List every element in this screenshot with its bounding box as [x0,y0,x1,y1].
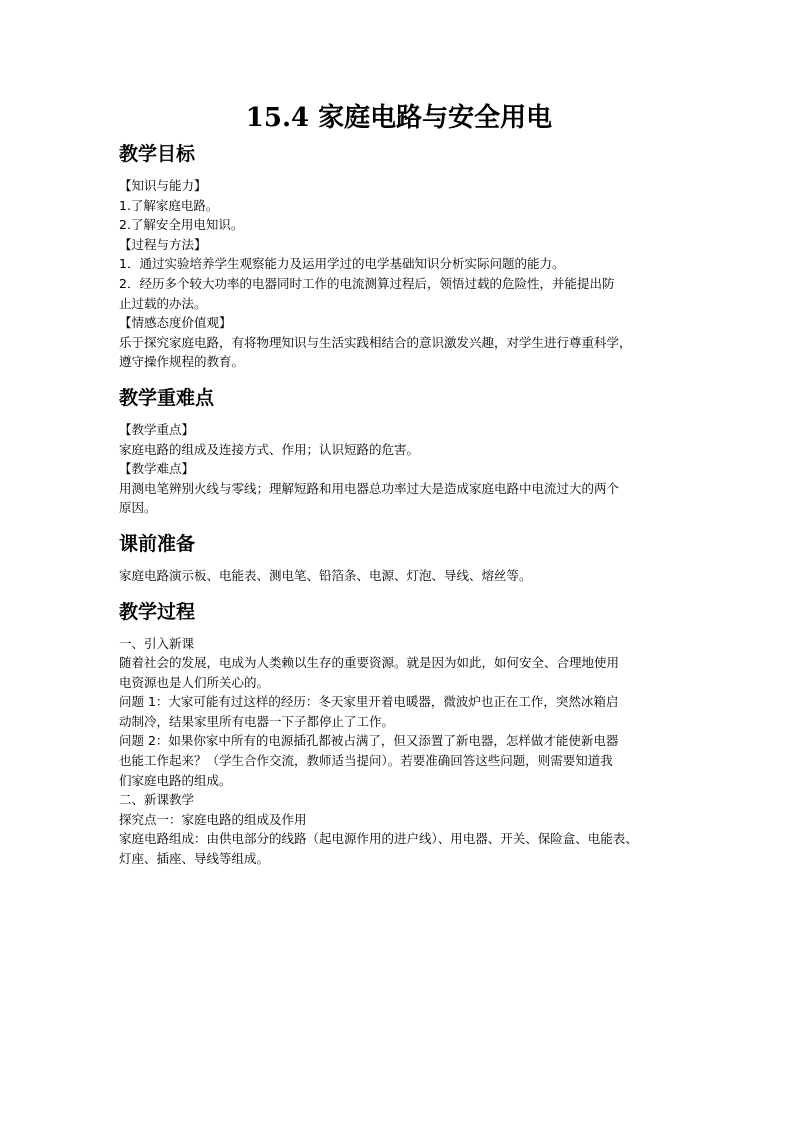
process-line: 问题 1：大家可能有过这样的经历：冬天家里开着电暖器，微波炉也正在工作，突然冰箱启 [119,694,619,710]
document-title: 15.4 家庭电路与安全用电 [245,103,553,133]
process-line: 也能工作起来？（学生合作交流，教师适当提问）。若要准确回答这些问题，则需要知道我 [119,753,613,769]
objectives-line: 止过载的办法。 [119,295,207,311]
section-heading-preparation: 课前准备 [119,532,196,555]
section-key-points [119,384,679,518]
process-line: 二、新课教学 [119,792,195,808]
key-points-line: 【教学难点】 [119,461,195,477]
process-line: 电资源也是人们所关心的。 [119,674,270,690]
preparation-line: 家庭电路演示板、电能表、测电笔、铅箔条、电源、灯泡、导线、熔丝等。 [119,567,532,583]
section-objectives [119,140,679,372]
key-points-line: 家庭电路的组成及连接方式、作用；认识短路的危害。 [119,441,420,457]
section-heading-key-points: 教学重难点 [119,386,215,409]
section-heading-process: 教学过程 [119,600,196,623]
process-line: 问题 2：如果你家中所有的电源插孔都被占满了，但又添置了新电器，怎样做才能使新电器 [119,733,619,749]
objectives-line: 【情感态度价值观】 [119,315,232,331]
process-line: 家庭电路组成：由供电部分的线路（起电源作用的进户线）、用电器、开关、保险盒、电能表、 [119,831,638,847]
objectives-line: 【过程与方法】 [119,236,207,252]
key-points-line: 用测电笔辨别火线与零线；理解短路和用电器总功率过大是造成家庭电路中电流过大的两个 [119,480,620,496]
section-process [119,598,679,869]
process-line: 随着社会的发展，电成为人类赖以生存的重要资源。就是因为如此，如何安全、合理地使用 [119,655,620,671]
process-line: 们家庭电路的组成。 [119,772,232,788]
objectives-line: 1.了解家庭电路。 [119,197,219,213]
section-preparation [119,530,679,586]
document-content [119,96,679,869]
section-heading-objectives: 教学目标 [119,143,196,165]
process-line: 探究点一：家庭电路的组成及作用 [119,811,307,827]
objectives-line: 遵守操作规程的教育。 [119,354,245,370]
process-line: 动制冷，结果家里所有电器一下子都停止了工作。 [119,713,395,729]
objectives-line: 乐于探究家庭电路，有将物理知识与生活实践相结合的意识激发兴趣，对学生进行尊重科学， [119,334,632,350]
objectives-line: 2.了解安全用电知识。 [119,217,244,233]
process-line: 一、引入新课 [119,635,195,651]
objectives-line: 2．经历多个较大功率的电器同时工作的电流测算过程后，领悟过载的危险性，并能提出防 [119,275,615,291]
objectives-line: 1．通过实验培养学生观察能力及运用学过的电学基础知识分析实际问题的能力。 [119,256,565,272]
key-points-line: 原因。 [119,500,157,516]
objectives-line: 【知识与能力】 [119,178,207,193]
key-points-line: 【教学重点】 [119,421,195,437]
process-line: 灯座、插座、导线等组成。 [119,851,270,867]
